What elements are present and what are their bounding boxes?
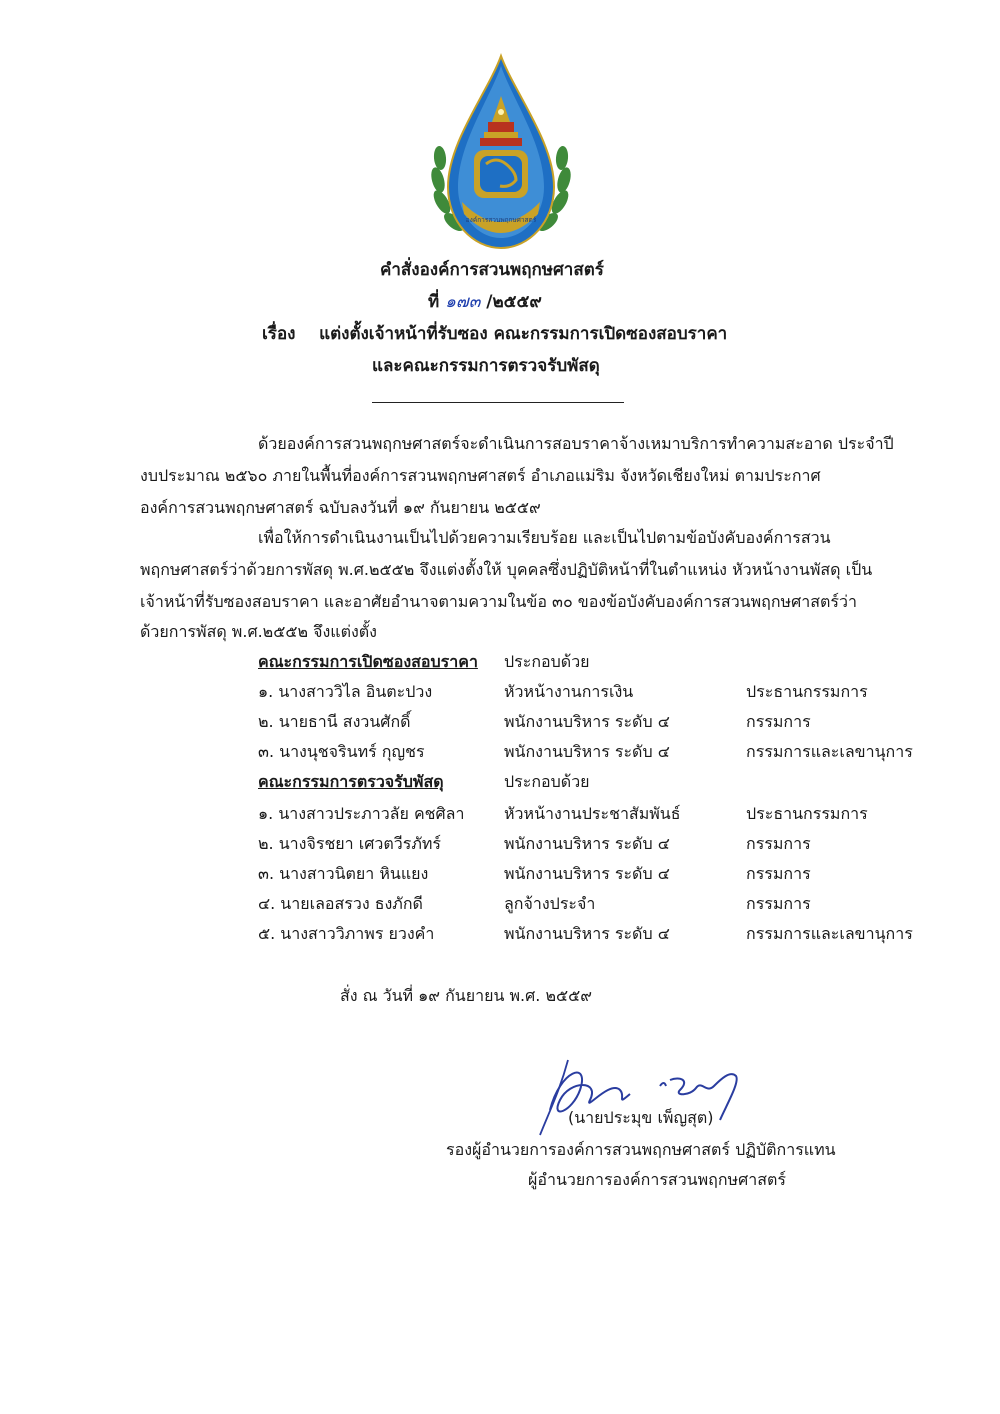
member-name: ๑. นางสาวประภาวลัย คชศิลา <box>258 804 465 823</box>
subject-text-2: และคณะกรรมการตรวจรับพัสดุ <box>372 356 600 376</box>
para1-line: งบประมาณ ๒๕๖๐ ภายในพื้นที่องค์การสวนพฤกษศาสตร์ อำเภอแม่ริม จังหวัดเชียงใหม่ ตามประกาศ <box>140 466 821 485</box>
member-position: พนักงานบริหาร ระดับ ๔ <box>504 864 670 883</box>
member-role: ประธานกรรมการ <box>746 682 868 701</box>
para2-line: เพื่อให้การดำเนินงานเป็นไปด้วยความเรียบร้อย และเป็นไปตามข้อบังคับองค์การสวน <box>258 528 831 547</box>
member-name: ๑. นางสาววิไล อินตะปวง <box>258 682 433 701</box>
member-role: กรรมการ <box>746 834 811 853</box>
monogram-emblem <box>474 150 528 198</box>
para2-line: ด้วยการพัสดุ พ.ศ.๒๕๕๒ จึงแต่งตั้ง <box>140 622 377 641</box>
para1-line: องค์การสวนพฤกษศาสตร์ ฉบับลงวันที่ ๑๙ กันยายน ๒๕๕๙ <box>140 498 541 517</box>
member-position: พนักงานบริหาร ระดับ ๔ <box>504 834 670 853</box>
signatory-name: (นายประมุข เพ็ญสุต) <box>568 1108 714 1127</box>
member-role: กรรมการ <box>746 894 811 913</box>
member-role: กรรมการและเลขานุการ <box>746 924 913 943</box>
signatory-title: ผู้อำนวยการองค์การสวนพฤกษศาสตร์ <box>528 1170 786 1189</box>
para2-line: พฤกษศาสตร์ว่าด้วยการพัสดุ พ.ศ.๒๕๕๒ จึงแต่งตั้งให้ บุคคลซึ่งปฏิบัติหน้าที่ในตำแหน่ง หัวหน้างานพัสดุ เป็น <box>140 560 873 579</box>
title-divider <box>372 402 624 403</box>
member-name: ๒. นางจิรชยา เศวตวีรภัทร์ <box>258 834 442 853</box>
committee-heading <box>258 770 444 795</box>
member-position: พนักงานบริหาร ระดับ ๔ <box>504 742 670 761</box>
para1-line: ด้วยองค์การสวนพฤกษศาสตร์จะดำเนินการสอบราคาจ้างเหมาบริการทำความสะอาด ประจำปี <box>258 434 894 453</box>
committee-suffix: ประกอบด้วย <box>504 772 590 791</box>
organization-logo <box>428 52 574 260</box>
document-number <box>428 288 542 315</box>
member-name: ๔. นายเลอสรวง ธงภักดี <box>258 894 423 913</box>
member-position: หัวหน้างานประชาสัมพันธ์ <box>504 804 681 823</box>
member-role: กรรมการ <box>746 864 811 883</box>
number-prefix: ที่ <box>428 292 440 312</box>
para2-line: เจ้าหน้าที่รับซองสอบราคา และอาศัยอำนาจตามความในข้อ ๓๐ ของข้อบังคับองค์การสวนพฤกษศาสตร์ว่า <box>140 592 857 611</box>
document-title: คำสั่งองค์การสวนพฤกษศาสตร์ <box>380 260 604 280</box>
number-year: /๒๕๕๙ <box>486 292 542 312</box>
committee-name: คณะกรรมการเปิดซองสอบราคา <box>258 652 478 671</box>
subject-line <box>262 320 727 347</box>
member-position: หัวหน้างานการเงิน <box>504 682 634 701</box>
member-name: ๒. นายธานี สงวนศักดิ์ <box>258 712 411 731</box>
subject-label: เรื่อง <box>262 324 296 344</box>
committee-heading <box>258 650 478 675</box>
signatory-title: รองผู้อำนวยการองค์การสวนพฤกษศาสตร์ ปฏิบัติการแทน <box>446 1140 836 1159</box>
logo-text: องค์การสวนพฤกษศาสตร์ <box>465 216 537 224</box>
committee-suffix: ประกอบด้วย <box>504 652 590 671</box>
member-position: ลูกจ้างประจำ <box>504 894 596 913</box>
member-name: ๓. นางนุชจรินทร์ กุญชร <box>258 742 425 761</box>
member-name: ๕. นางสาววิภาพร ยวงคำ <box>258 924 435 943</box>
member-role: กรรมการและเลขานุการ <box>746 742 913 761</box>
member-role: ประธานกรรมการ <box>746 804 868 823</box>
handwritten-number: ๑๗๓ <box>445 292 481 312</box>
member-name: ๓. นางสาวนิตยา หินแยง <box>258 864 429 883</box>
member-position: พนักงานบริหาร ระดับ ๔ <box>504 712 670 731</box>
subject-text-1: แต่งตั้งเจ้าหน้าที่รับซอง คณะกรรมการเปิดซองสอบราคา <box>319 324 728 344</box>
member-position: พนักงานบริหาร ระดับ ๔ <box>504 924 670 943</box>
committee-name: คณะกรรมการตรวจรับพัสดุ <box>258 772 444 791</box>
member-role: กรรมการ <box>746 712 811 731</box>
order-date: สั่ง ณ วันที่ ๑๙ กันยายน พ.ศ. ๒๕๕๙ <box>340 986 592 1005</box>
